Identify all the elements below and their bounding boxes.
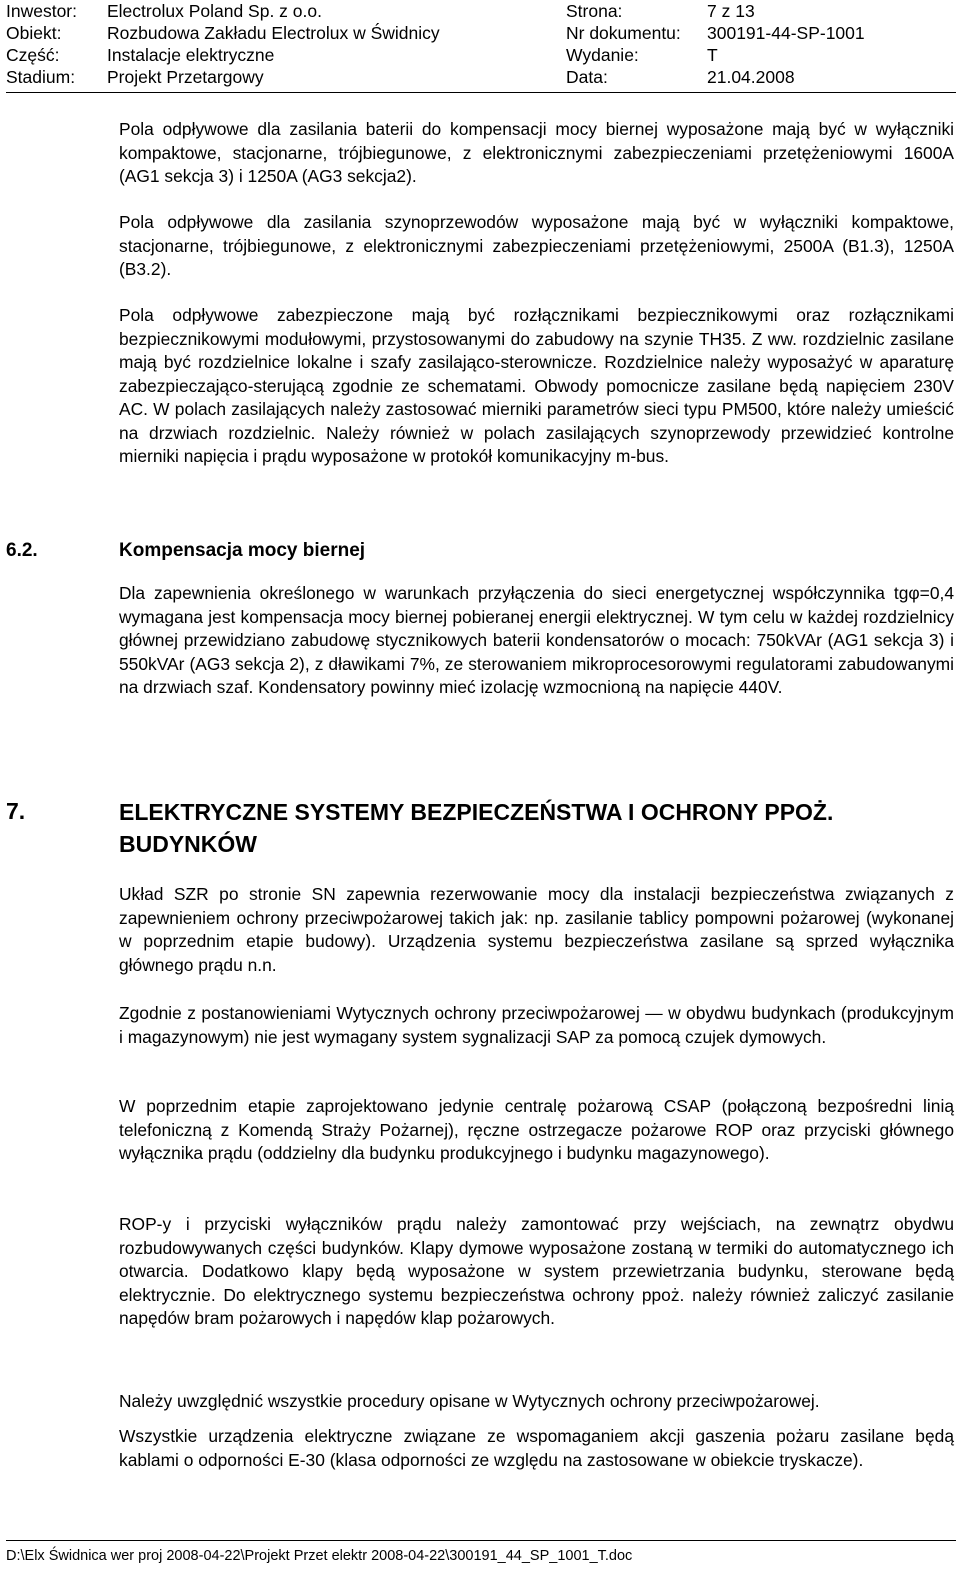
header-row-part [6,44,956,66]
header-label-stage: Stadium: [6,67,76,87]
header-value-doc-number: 300191-44-SP-1001 [707,23,865,43]
header-row-stage [6,66,956,88]
header-label-object: Obiekt: [6,23,62,43]
paragraph-guidelines: Zgodnie z postanowieniami Wytycznych ochrony przeciwpożarowej — w obydwu budynkach (produkcyjnym i magazynowym) nie jest wymagany system sygnalizacji SAP za pomocą czujek dymowych. [119,1003,954,1047]
header-label-date: Data: [566,67,608,87]
paragraph-busbar-feeders: Pola odpływowe dla zasilania szynoprzewodów wyposażone mają być w wyłączniki kompaktowe, stacjonarne, trójbiegunowe, z elektronicznymi zabezpieczeniami przetężeniowymi, 2500A (B1.3), 1250A (B3.2). [119,212,954,279]
header-value-stage: Projekt Przetargowy [107,67,264,87]
header-value-edition: T [707,45,718,65]
paragraph-previous-stage: W poprzednim etapie zaprojektowano jedynie centralę pożarową CSAP (połączoną bezpośredni linią telefoniczną z Komendą Straży Pożarnej), ręczne ostrzegacze pożarowe ROP oraz przyciski głównego wyłącznika prądu (oddzielny dla budynku produkcyjnego i budynku magazynowego). [119,1096,954,1163]
paragraph-szr: Układ SZR po stronie SN zapewnia rezerwowanie mocy dla instalacji bezpieczeństwa związanych z zapewnieniem ochrony przeciwpożarowej takich jak: np. zasilanie tablicy pompowni pożarowej (wykonanej w poprzednim etapie budowy). Urządzenia systemu bezpieczeństwa zasilane są sprzed wyłącznika głównego prądu n.n. [119,884,954,975]
header-value-investor: Electrolux Poland Sp. z o.o. [107,1,322,21]
paragraph-procedures: Należy uwzględnić wszystkie procedury opisane w Wytycznych ochrony przeciwpożarowej. [119,1391,820,1411]
header-row-investor [6,0,956,22]
header-value-page: 7 z 13 [707,1,755,21]
header-label-page: Strona: [566,1,623,21]
header-value-object: Rozbudowa Zakładu Electrolux w Świdnicy [107,23,440,43]
section-number-6-2: 6.2. [6,540,38,561]
section-title-reactive-compensation: Kompensacja mocy biernej [119,540,366,561]
header-label-doc-number: Nr dokumentu: [566,23,681,43]
section-title-safety-systems: ELEKTRYCZNE SYSTEMY BEZPIECZEŃSTWA I OCHRONY PPOŻ. BUDYNKÓW [119,799,834,857]
header-label-edition: Wydanie: [566,45,639,65]
paragraph-compensation: Dla zapewnienia określonego w warunkach przyłączenia do sieci energetycznej współczynnika tgφ=0,4 wymagana jest kompensacja mocy biernej pobieranej energii elektrycznej. W tym celu w każdej rozdzielnicy głównej przewidziano zabudowę stycznikowych baterii kondensatorów o mocach: 750kVAr (AG1 sekcja 3) i 550kVAr (AG3 sekcja 2), z dławikami 7%, ze sterowaniem mikroprocesorowymi regulatorami zabudowanymi na drzwiach szaf. Kondensatory powinny mieć izolację wzmocnioną na napięcie 440V. [119,583,954,697]
section-number-7: 7. [6,798,26,824]
header-label-part: Część: [6,45,60,65]
header-label-investor: Inwestor: [6,1,77,21]
footer-file-path: D:\Elx Świdnica wer proj 2008-04-22\Projekt Przet elektr 2008-04-22\300191_44_SP_1001_T.doc [6,1548,633,1564]
paragraph-battery-feeders: Pola odpływowe dla zasilania baterii do kompensacji mocy biernej wyposażone mają być w wyłączniki kompaktowe, stacjonarne, trójbiegunowe, z elektronicznymi zabezpieczeniami przetężeniowymi 1600A (AG1 sekcja 3) i 1250A (AG3 sekcja2). [119,119,954,186]
header-row-object [6,22,956,44]
paragraph-e30-cables: Wszystkie urządzenia elektryczne związane ze wspomaganiem akcji gaszenia pożaru zasilane będą kablami o odporności E-30 (klasa odporności ze względu na zastosowane w obiekcie tryskacze). [119,1426,954,1470]
document-footer [6,1540,956,1565]
paragraph-protected-feeders: Pola odpływowe zabezpieczone mają być rozłącznikami bezpiecznikowymi oraz rozłącznikami bezpiecznikowymi modułowymi, przystosowanymi do zabudowy na szynie TH35. Z ww. rozdzielnic zasilane mają być rozdzielnice lokalne i szafy zasilająco-sterownicze. Rozdzielnice należy wyposażyć w aparaturę zabezpieczająco-sterującą zgodnie ze schematami. Obwody pomocnicze zasilane będą napięciem 230V AC. W polach zasilających należy zastosować mierniki parametrów sieci typu PM500, które należy umieścić na drzwiach rozdzielnic. Należy również w polach zasilających szynoprzewody przewidzieć kontrolne mierniki napięcia i prądu wyposażone w protokół komunikacyjny m-bus. [119,305,954,466]
paragraph-rop-buttons: ROP-y i przyciski wyłączników prądu należy zamontować przy wejściach, na zewnątrz obydwu rozbudowywanych części budynków. Klapy dymowe wyposażone zostaną w termiki do automatycznego ich otwarcia. Dodatkowo klapy będą wyposażone w system przewietrzania budynku, sterowane będą elektrycznie. Do elektrycznego systemu bezpieczeństwa ochrony ppoż. należy również zaliczyć zasilanie napędów bram pożarowych i napędów klap pożarowych. [119,1214,954,1328]
header-value-date: 21.04.2008 [707,67,795,87]
document-header [6,0,956,93]
header-value-part: Instalacje elektryczne [107,45,275,65]
